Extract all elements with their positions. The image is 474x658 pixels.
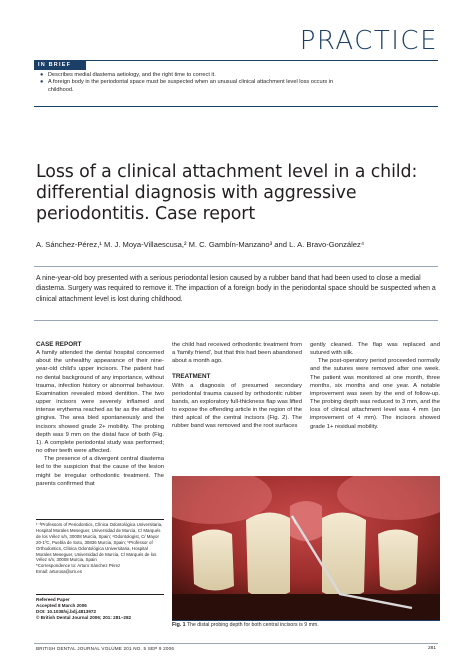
correspondence: *Correspondence to: Arturo Sánchez Pérez: [36, 563, 121, 569]
column-1: [36, 341, 164, 488]
figure-caption-rule: [172, 620, 440, 621]
in-brief-rule: [34, 106, 438, 107]
clinical-photo-illustration: [172, 476, 440, 620]
section-title: PRACTICE: [299, 26, 438, 56]
footnote-rule: [36, 519, 164, 520]
body-paragraph: gently cleaned. The flap was replaced and sutured with silk.: [310, 342, 440, 357]
refereed-rule: [36, 594, 164, 595]
figure-caption-text: The distal probing depth for both central incisors is 9 mm.: [186, 622, 319, 628]
accepted-date: Accepted 8 March 2006: [36, 603, 87, 608]
footer-rule: [34, 643, 438, 644]
article-authors: A. Sánchez-Pérez,¹ M. J. Moya-Villaescusa,² M. C. Gambín-Manzano³ and L. A. Bravo-González⁴: [36, 240, 365, 249]
bullet-icon: ●: [40, 79, 44, 86]
in-brief-item: [40, 79, 360, 94]
abstract-rule-top: [34, 266, 438, 267]
email: Email: arturosa@um.es: [36, 569, 82, 575]
abstract-rule-bottom: [34, 320, 438, 321]
refereed-info: [36, 597, 164, 621]
figure-label: Fig. 1: [172, 622, 186, 628]
body-paragraph: The post-operatory period proceeded normally and the sutures were removed after one week. The patient was monitored at one month, three months, six months and one year. A notable improvement was seen by the end of follow-up. The probing depth was reduced to 3 mm, and the loss of clinical attachment level was 4 mm (an improvement of 4 mm). The incisors showed grade 1+ residual mobility.: [310, 358, 440, 430]
in-brief-list: [40, 72, 360, 94]
bullet-icon: ●: [40, 72, 44, 78]
in-brief-text: A foreign body in the periodontal space must be suspected when an unusual clinical attachment level loss occurs in childhood.: [48, 79, 334, 93]
affiliations: ¹⁻³Professors of Periodontics, Clínica Odontológica Universitaria, Hospital Morales Meseguer, Universidad de Murcia, C/ Marqués de los Vélez s/n, 30008 Murcia, Spain; ⁴Odontologist, C/ Mayor 20-1ºC, Puebla de Soto, 30836 Murcia, Spain; ⁵Professor of Orthodontics, Clínica Odontológica Universitaria, Hospital Morales Meseguer, Universidad de Murcia, C/ Marqués de los Vélez s/n, 30008 Murcia, Spain: [36, 522, 163, 563]
in-brief-box: [34, 61, 438, 103]
column-2: [172, 341, 302, 431]
article-title: Loss of a clinical attachment level in a child: differential diagnosis with aggressive periodontitis. Case report: [36, 162, 418, 224]
column-3: [310, 341, 440, 431]
refereed-label: Refereed Paper: [36, 597, 70, 602]
footnotes: [36, 522, 164, 575]
case-report-paragraph: A family attended the dental hospital concerned about the unhealthy appearance of their nine-year-old child's upper incisors. The patient had no dental background of any importance, without trauma, infection history or abnormal behaviour. Examination revealed mixed dentition. The two upper incisors were severely inflamed and intense erythema reached as far as the attached gingiva. The area bled spontaneously and the incisors showed grade 2+ mobility. The probing depth was 9 mm on the distal face of both (Fig. 1). A complete periodontal study was performed; no other teeth were affected.: [36, 350, 164, 455]
case-report-paragraph: The presence of a divergent central diastema led to the suspicion that the cause of the lesion might be irregular orthodontic treatment. The parents confirmed that: [36, 456, 164, 487]
clinical-photo: [172, 476, 440, 620]
page-number: 281: [427, 646, 436, 651]
copyright: © British Dental Journal 2006; 201: 281–282: [36, 615, 132, 620]
case-report-heading: CASE REPORT: [36, 341, 82, 348]
journal-footer: BRITISH DENTAL JOURNAL VOLUME 201 NO. 5 SEP 9 2006: [36, 646, 175, 651]
body-paragraph: the child had received orthodontic treatment from a 'family friend', but that this had been abandoned about a month ago.: [172, 342, 302, 365]
in-brief-tag: IN BRIEF: [34, 61, 86, 70]
doi: DOI: 10.1038/sj.bdj.4813972: [36, 609, 97, 614]
article-abstract: A nine-year-old boy presented with a serious periodontal lesion caused by a rubber band that had been used to close a medial diastema. Surgery was required to remove it. The impaction of a foreign body in the periodontal space should be suspected when a clinical attachment level is lost during childhood.: [36, 275, 436, 303]
treatment-heading: TREATMENT: [172, 373, 211, 381]
treatment-paragraph: With a diagnosis of presumed secondary periodontal trauma caused by orthodontic rubber bands, an exploratory full-thickness flap was lifted to expose the offending article in the region of the third apical of the central incisors (Fig. 2). The rubber band was removed and the root surfaces: [172, 382, 302, 430]
in-brief-text: Describes medial diastema aetiology, and the right time to correct it.: [48, 72, 216, 78]
figure-caption: [172, 622, 440, 628]
in-brief-item: [40, 72, 360, 79]
